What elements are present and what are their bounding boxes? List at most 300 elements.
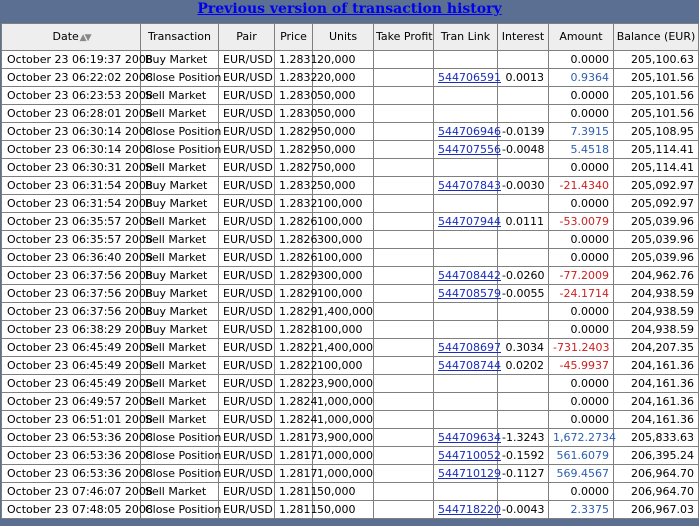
cell-units: 20,000 (313, 51, 374, 69)
cell-amount: 2.3375 (549, 501, 614, 519)
cell-balance: 204,161.36 (614, 393, 699, 411)
tran-link[interactable]: 544706591 (438, 71, 501, 84)
cell-take-profit (374, 393, 434, 411)
cell-date: October 23 06:36:40 2008 (2, 249, 141, 267)
cell-take-profit (374, 159, 434, 177)
cell-interest: 0.3034 (498, 339, 549, 357)
cell-take-profit (374, 429, 434, 447)
cell-amount: -53.0079 (549, 213, 614, 231)
cell-price: 1.2824 (275, 393, 313, 411)
cell-date: October 23 07:46:07 2008 (2, 483, 141, 501)
cell-take-profit (374, 105, 434, 123)
cell-date: October 23 06:28:01 2008 (2, 105, 141, 123)
cell-price: 1.2817 (275, 447, 313, 465)
cell-amount: -77.2009 (549, 267, 614, 285)
table-row (2, 195, 699, 213)
cell-date: October 23 06:35:57 2008 (2, 213, 141, 231)
table-row (2, 465, 699, 483)
cell-tran-link (434, 501, 501, 519)
col-units: Units (313, 24, 374, 51)
table-row (2, 285, 699, 303)
cell-balance: 204,161.36 (614, 411, 699, 429)
cell-tran-link (434, 231, 498, 249)
cell-date: October 23 06:23:53 2008 (2, 87, 141, 105)
cell-transaction: Sell Market (141, 213, 219, 231)
cell-interest: -0.0055 (498, 285, 549, 303)
cell-date: October 23 06:51:01 2008 (2, 411, 141, 429)
cell-units: 1,000,000 (313, 447, 374, 465)
cell-take-profit (374, 123, 434, 141)
cell-balance: 205,114.41 (614, 141, 699, 159)
cell-amount: 0.0000 (549, 303, 614, 321)
cell-interest: 0.0202 (498, 357, 549, 375)
cell-amount: -24.1714 (549, 285, 614, 303)
cell-balance: 206,967.03 (614, 501, 699, 519)
cell-price: 1.2832 (275, 177, 313, 195)
cell-balance: 204,207.35 (614, 339, 699, 357)
cell-pair: EUR/USD (219, 321, 275, 339)
cell-price: 1.2826 (275, 249, 313, 267)
cell-amount: 0.0000 (549, 195, 614, 213)
cell-interest (498, 303, 549, 321)
cell-amount: 0.0000 (549, 321, 614, 339)
tran-link[interactable]: 544708697 (438, 341, 501, 354)
cell-transaction: Sell Market (141, 231, 219, 249)
cell-units: 300,000 (313, 231, 374, 249)
cell-transaction: Sell Market (141, 393, 219, 411)
cell-take-profit (374, 357, 434, 375)
cell-pair: EUR/USD (219, 357, 275, 375)
cell-interest (498, 375, 549, 393)
cell-interest (498, 249, 549, 267)
cell-units: 50,000 (313, 501, 374, 519)
cell-price: 1.2824 (275, 411, 313, 429)
cell-tran-link (434, 303, 498, 321)
cell-tran-link (434, 177, 501, 195)
cell-take-profit (374, 87, 434, 105)
cell-interest: -0.0030 (498, 177, 549, 195)
cell-transaction: Buy Market (141, 321, 219, 339)
cell-tran-link (434, 429, 501, 447)
cell-amount: 0.0000 (549, 159, 614, 177)
cell-transaction: Sell Market (141, 159, 219, 177)
cell-transaction: Sell Market (141, 105, 219, 123)
cell-tran-link (434, 105, 498, 123)
cell-interest (498, 87, 549, 105)
tran-link[interactable]: 544707556 (438, 143, 501, 156)
cell-amount: 0.0000 (549, 51, 614, 69)
col-tran-link: Tran Link (434, 24, 498, 51)
cell-pair: EUR/USD (219, 105, 275, 123)
cell-amount: 0.0000 (549, 411, 614, 429)
tran-link[interactable]: 544710052 (438, 449, 501, 462)
cell-pair: EUR/USD (219, 429, 275, 447)
col-balance: Balance (EUR) (614, 24, 699, 51)
cell-take-profit (374, 249, 434, 267)
table-row (2, 231, 699, 249)
previous-version-link[interactable]: Previous version of transaction history (197, 1, 502, 17)
cell-tran-link (434, 141, 501, 159)
cell-balance: 206,964.70 (614, 465, 699, 483)
cell-units: 50,000 (313, 141, 374, 159)
cell-tran-link (434, 411, 498, 429)
cell-units: 3,900,000 (313, 429, 374, 447)
cell-balance: 205,114.41 (614, 159, 699, 177)
cell-tran-link (434, 465, 501, 483)
cell-pair: EUR/USD (219, 501, 275, 519)
cell-balance: 206,964.70 (614, 483, 699, 501)
cell-tran-link (434, 51, 498, 69)
cell-units: 100,000 (313, 357, 374, 375)
cell-pair: EUR/USD (219, 141, 275, 159)
cell-tran-link (434, 195, 498, 213)
cell-amount: -45.9937 (549, 357, 614, 375)
table-row (2, 177, 699, 195)
table-row (2, 501, 699, 519)
cell-pair: EUR/USD (219, 159, 275, 177)
cell-transaction: Close Position (141, 69, 219, 87)
cell-transaction: Buy Market (141, 267, 219, 285)
cell-amount: 0.0000 (549, 231, 614, 249)
cell-interest: 0.0111 (498, 213, 549, 231)
cell-units: 50,000 (313, 483, 374, 501)
cell-date: October 23 07:48:05 2008 (2, 501, 141, 519)
table-row (2, 249, 699, 267)
sort-arrows-icon[interactable]: ▲▼ (78, 32, 90, 43)
cell-interest (498, 321, 549, 339)
cell-amount: 561.6079 (549, 447, 614, 465)
cell-pair: EUR/USD (219, 465, 275, 483)
cell-balance: 205,039.96 (614, 213, 699, 231)
cell-price: 1.2829 (275, 267, 313, 285)
col-transaction: Transaction (141, 24, 219, 51)
cell-tran-link (434, 393, 498, 411)
cell-tran-link (434, 213, 501, 231)
cell-pair: EUR/USD (219, 393, 275, 411)
cell-transaction: Buy Market (141, 303, 219, 321)
cell-pair: EUR/USD (219, 267, 275, 285)
cell-take-profit (374, 375, 434, 393)
cell-transaction: Buy Market (141, 51, 219, 69)
tran-link[interactable]: 544709634 (438, 431, 501, 444)
cell-transaction: Sell Market (141, 87, 219, 105)
cell-take-profit (374, 231, 434, 249)
cell-units: 50,000 (313, 105, 374, 123)
col-amount: Amount (549, 24, 614, 51)
cell-amount: 0.0000 (549, 87, 614, 105)
cell-take-profit (374, 177, 434, 195)
cell-balance: 205,101.56 (614, 69, 699, 87)
cell-take-profit (374, 285, 434, 303)
col-pair: Pair (219, 24, 275, 51)
cell-units: 100,000 (313, 285, 374, 303)
title-bar (0, 0, 699, 23)
cell-balance: 205,101.56 (614, 87, 699, 105)
cell-price: 1.2831 (275, 51, 313, 69)
cell-tran-link (434, 285, 501, 303)
cell-units: 100,000 (313, 321, 374, 339)
cell-interest: -0.0043 (498, 501, 549, 519)
cell-date: October 23 06:35:57 2008 (2, 231, 141, 249)
cell-take-profit (374, 141, 434, 159)
cell-date: October 23 06:45:49 2008 (2, 339, 141, 357)
table-row (2, 357, 699, 375)
cell-price: 1.2817 (275, 465, 313, 483)
cell-amount: 7.3915 (549, 123, 614, 141)
cell-transaction: Sell Market (141, 249, 219, 267)
cell-date: October 23 06:53:36 2008 (2, 447, 141, 465)
tran-link[interactable]: 544707843 (438, 179, 501, 192)
cell-amount: 5.4518 (549, 141, 614, 159)
cell-pair: EUR/USD (219, 87, 275, 105)
tran-link[interactable]: 544708579 (438, 287, 501, 300)
cell-transaction: Close Position (141, 465, 219, 483)
cell-interest (498, 195, 549, 213)
cell-pair: EUR/USD (219, 51, 275, 69)
cell-units: 100,000 (313, 213, 374, 231)
cell-transaction: Close Position (141, 447, 219, 465)
cell-date: October 23 06:37:56 2008 (2, 267, 141, 285)
cell-pair: EUR/USD (219, 483, 275, 501)
tran-link[interactable]: 544706946 (438, 125, 501, 138)
cell-units: 50,000 (313, 177, 374, 195)
cell-amount: 0.0000 (549, 105, 614, 123)
cell-units: 1,000,000 (313, 393, 374, 411)
cell-price: 1.2832 (275, 195, 313, 213)
cell-date: October 23 06:31:54 2008 (2, 177, 141, 195)
cell-balance: 204,161.36 (614, 357, 699, 375)
table-row (2, 51, 699, 69)
cell-price: 1.2830 (275, 105, 313, 123)
table-row (2, 159, 699, 177)
cell-interest: -0.1592 (498, 447, 549, 465)
cell-interest: 0.0013 (498, 69, 549, 87)
cell-price: 1.2828 (275, 321, 313, 339)
cell-balance: 206,395.24 (614, 447, 699, 465)
cell-units: 20,000 (313, 69, 374, 87)
cell-tran-link (434, 123, 501, 141)
cell-take-profit (374, 267, 434, 285)
cell-date: October 23 06:19:37 2008 (2, 51, 141, 69)
cell-date: October 23 06:37:56 2008 (2, 303, 141, 321)
cell-pair: EUR/USD (219, 375, 275, 393)
cell-date: October 23 06:38:29 2008 (2, 321, 141, 339)
table-row (2, 69, 699, 87)
cell-interest: -1.3243 (498, 429, 549, 447)
cell-date: October 23 06:45:49 2008 (2, 375, 141, 393)
cell-amount: -21.4340 (549, 177, 614, 195)
cell-take-profit (374, 465, 434, 483)
cell-transaction: Sell Market (141, 357, 219, 375)
cell-date: October 23 06:31:54 2008 (2, 195, 141, 213)
cell-price: 1.2829 (275, 285, 313, 303)
cell-price: 1.2829 (275, 123, 313, 141)
cell-pair: EUR/USD (219, 195, 275, 213)
cell-units: 1,400,000 (313, 339, 374, 357)
cell-pair: EUR/USD (219, 447, 275, 465)
cell-transaction: Close Position (141, 123, 219, 141)
cell-price: 1.2826 (275, 231, 313, 249)
cell-pair: EUR/USD (219, 231, 275, 249)
cell-transaction: Buy Market (141, 195, 219, 213)
cell-pair: EUR/USD (219, 69, 275, 87)
table-row (2, 213, 699, 231)
cell-balance: 205,108.95 (614, 123, 699, 141)
table-row (2, 303, 699, 321)
cell-amount: 0.0000 (549, 249, 614, 267)
table-row (2, 339, 699, 357)
cell-price: 1.2829 (275, 303, 313, 321)
cell-balance: 205,833.63 (614, 429, 699, 447)
cell-interest (498, 393, 549, 411)
table-row (2, 141, 699, 159)
cell-balance: 204,938.59 (614, 321, 699, 339)
cell-tran-link (434, 159, 498, 177)
cell-balance: 205,092.97 (614, 195, 699, 213)
cell-units: 1,000,000 (313, 465, 374, 483)
cell-transaction: Close Position (141, 141, 219, 159)
cell-take-profit (374, 321, 434, 339)
tran-link[interactable]: 544707944 (438, 215, 501, 228)
cell-balance: 204,938.59 (614, 285, 699, 303)
table-row (2, 393, 699, 411)
cell-price: 1.2827 (275, 159, 313, 177)
cell-take-profit (374, 501, 434, 519)
cell-price: 1.2822 (275, 375, 313, 393)
cell-date: October 23 06:30:14 2008 (2, 141, 141, 159)
cell-balance: 204,938.59 (614, 303, 699, 321)
cell-date: October 23 06:49:57 2008 (2, 393, 141, 411)
cell-date: October 23 06:37:56 2008 (2, 285, 141, 303)
cell-tran-link (434, 375, 498, 393)
cell-units: 50,000 (313, 87, 374, 105)
cell-units: 1,400,000 (313, 303, 374, 321)
cell-transaction: Buy Market (141, 285, 219, 303)
cell-transaction: Sell Market (141, 339, 219, 357)
cell-balance: 204,161.36 (614, 375, 699, 393)
cell-amount: 569.4567 (549, 465, 614, 483)
cell-interest (498, 105, 549, 123)
cell-interest (498, 411, 549, 429)
tran-link[interactable]: 544718220 (438, 503, 501, 516)
cell-price: 1.2830 (275, 87, 313, 105)
cell-tran-link (434, 249, 498, 267)
cell-interest (498, 51, 549, 69)
cell-price: 1.2817 (275, 429, 313, 447)
col-price: Price (275, 24, 313, 51)
cell-interest (498, 159, 549, 177)
cell-take-profit (374, 213, 434, 231)
cell-units: 3,900,000 (313, 375, 374, 393)
cell-interest (498, 231, 549, 249)
cell-date: October 23 06:45:49 2008 (2, 357, 141, 375)
cell-take-profit (374, 339, 434, 357)
cell-pair: EUR/USD (219, 303, 275, 321)
cell-balance: 205,100.63 (614, 51, 699, 69)
table-row (2, 429, 699, 447)
cell-pair: EUR/USD (219, 177, 275, 195)
cell-price: 1.2826 (275, 213, 313, 231)
cell-tran-link (434, 339, 501, 357)
cell-price: 1.2829 (275, 141, 313, 159)
table-row (2, 105, 699, 123)
cell-price: 1.2811 (275, 483, 313, 501)
cell-date: October 23 06:30:14 2008 (2, 123, 141, 141)
cell-pair: EUR/USD (219, 123, 275, 141)
cell-date: October 23 06:30:31 2008 (2, 159, 141, 177)
cell-pair: EUR/USD (219, 285, 275, 303)
cell-interest (498, 483, 549, 501)
cell-transaction: Sell Market (141, 375, 219, 393)
cell-amount: 1,672.2734 (549, 429, 614, 447)
cell-interest: -0.0048 (498, 141, 549, 159)
cell-interest: -0.0260 (498, 267, 549, 285)
cell-take-profit (374, 447, 434, 465)
col-interest: Interest (498, 24, 549, 51)
cell-take-profit (374, 483, 434, 501)
table-row (2, 321, 699, 339)
cell-interest: -0.0139 (498, 123, 549, 141)
cell-units: 100,000 (313, 195, 374, 213)
table-header (2, 24, 699, 51)
cell-amount: 0.0000 (549, 375, 614, 393)
cell-tran-link (434, 447, 501, 465)
cell-units: 100,000 (313, 249, 374, 267)
cell-units: 50,000 (313, 159, 374, 177)
cell-tran-link (434, 483, 498, 501)
cell-interest: -0.1127 (498, 465, 549, 483)
cell-take-profit (374, 69, 434, 87)
cell-units: 1,000,000 (313, 411, 374, 429)
col-date[interactable] (2, 24, 141, 51)
table-row (2, 447, 699, 465)
cell-amount: -731.2403 (549, 339, 614, 357)
tran-link[interactable]: 544708744 (438, 359, 501, 372)
cell-date: October 23 06:53:36 2008 (2, 465, 141, 483)
cell-take-profit (374, 195, 434, 213)
cell-tran-link (434, 321, 498, 339)
table-row (2, 267, 699, 285)
table-row (2, 123, 699, 141)
cell-balance: 204,962.76 (614, 267, 699, 285)
cell-units: 300,000 (313, 267, 374, 285)
table-body (2, 51, 699, 519)
table-row (2, 87, 699, 105)
cell-price: 1.2822 (275, 357, 313, 375)
tran-link[interactable]: 544708442 (438, 269, 501, 282)
cell-price: 1.2822 (275, 339, 313, 357)
table-row (2, 375, 699, 393)
col-date-label: Date (52, 29, 79, 43)
cell-balance: 205,039.96 (614, 231, 699, 249)
cell-transaction: Close Position (141, 429, 219, 447)
cell-take-profit (374, 51, 434, 69)
col-take-profit: Take Profit (374, 24, 434, 51)
cell-units: 50,000 (313, 123, 374, 141)
cell-tran-link (434, 87, 498, 105)
table-row (2, 483, 699, 501)
cell-take-profit (374, 411, 434, 429)
cell-transaction: Close Position (141, 501, 219, 519)
table-row (2, 411, 699, 429)
cell-amount: 0.0000 (549, 393, 614, 411)
cell-tran-link (434, 69, 501, 87)
cell-balance: 205,039.96 (614, 249, 699, 267)
cell-transaction: Sell Market (141, 483, 219, 501)
cell-transaction: Sell Market (141, 411, 219, 429)
tran-link[interactable]: 544710129 (438, 467, 501, 480)
cell-take-profit (374, 303, 434, 321)
